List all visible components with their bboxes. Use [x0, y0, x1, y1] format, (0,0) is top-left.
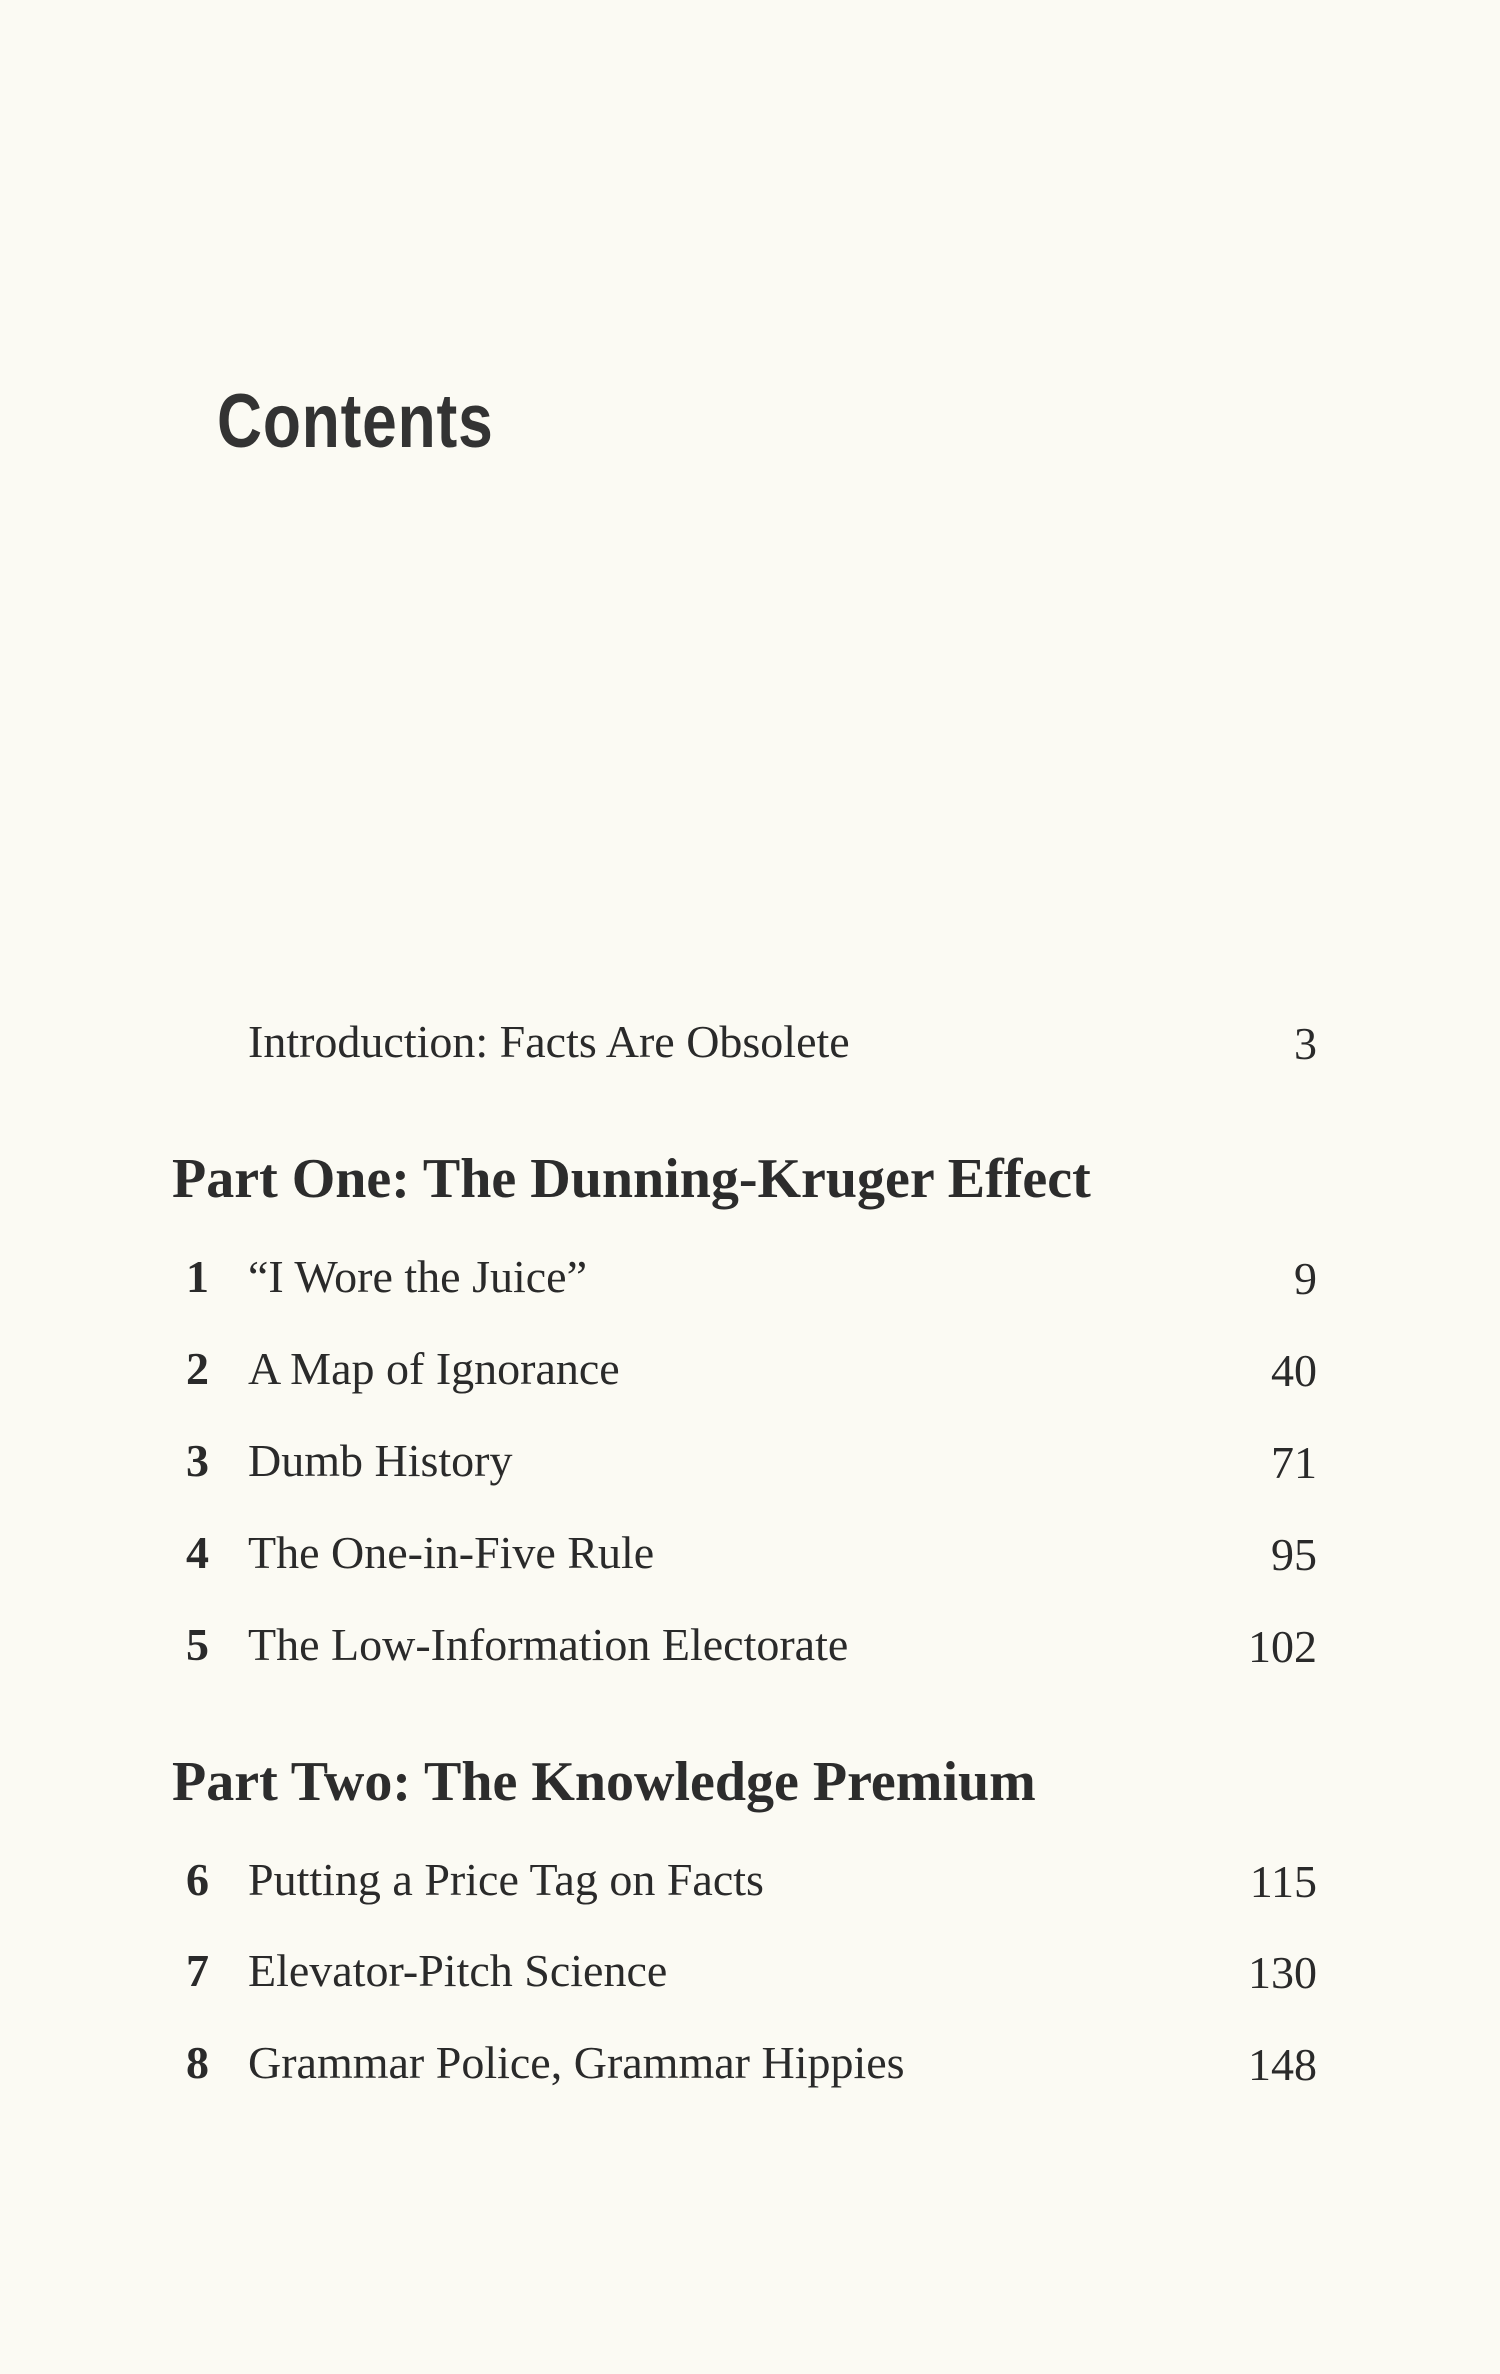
chapter-title: The One-in-Five Rule — [248, 1527, 655, 1578]
chapter-page: 148 — [1248, 2039, 1317, 2090]
chapter-number: 4 — [186, 1527, 209, 1578]
toc-entry-chapter — [186, 1944, 1317, 2014]
chapter-title: A Map of Ignorance — [248, 1343, 620, 1394]
chapter-title: Grammar Police, Grammar Hippies — [248, 2037, 905, 2088]
toc-entry-chapter — [186, 1526, 1317, 1596]
chapter-title: Dumb History — [248, 1435, 513, 1486]
chapter-page: 115 — [1249, 1856, 1317, 1907]
chapter-number: 7 — [186, 1945, 209, 1996]
chapter-number: 6 — [186, 1854, 209, 1905]
toc-entry-title: Introduction: Facts Are Obsolete — [248, 1016, 850, 1067]
chapter-title: The Low-Information Electorate — [248, 1619, 849, 1670]
chapter-page: 40 — [1271, 1345, 1317, 1396]
chapter-title: Elevator-Pitch Science — [248, 1945, 668, 1996]
toc-entry-chapter — [186, 2036, 1317, 2106]
chapter-page: 9 — [1294, 1253, 1317, 1304]
chapter-page: 130 — [1248, 1947, 1317, 1998]
part-heading-two: Part Two: The Knowledge Premium — [172, 1751, 1036, 1813]
chapter-page: 102 — [1248, 1621, 1317, 1672]
chapter-number: 3 — [186, 1435, 209, 1486]
chapter-page: 95 — [1271, 1529, 1317, 1580]
chapter-number: 5 — [186, 1619, 209, 1670]
toc-entry-chapter — [186, 1434, 1317, 1504]
part-heading-one: Part One: The Dunning-Kruger Effect — [172, 1148, 1091, 1210]
toc-entry-chapter — [186, 1250, 1317, 1320]
chapter-number: 1 — [186, 1251, 209, 1302]
page-title: Contents — [217, 379, 494, 464]
chapter-number: 8 — [186, 2037, 209, 2088]
chapter-number: 2 — [186, 1343, 209, 1394]
chapter-title: “I Wore the Juice” — [248, 1251, 588, 1302]
chapter-title: Putting a Price Tag on Facts — [248, 1854, 764, 1905]
toc-entry-chapter — [186, 1618, 1317, 1688]
toc-entry-chapter — [186, 1853, 1317, 1923]
toc-entry-chapter — [186, 1342, 1317, 1412]
chapter-page: 71 — [1271, 1437, 1317, 1488]
toc-entry-introduction — [248, 1015, 1317, 1085]
toc-entry-page: 3 — [1294, 1018, 1317, 1069]
